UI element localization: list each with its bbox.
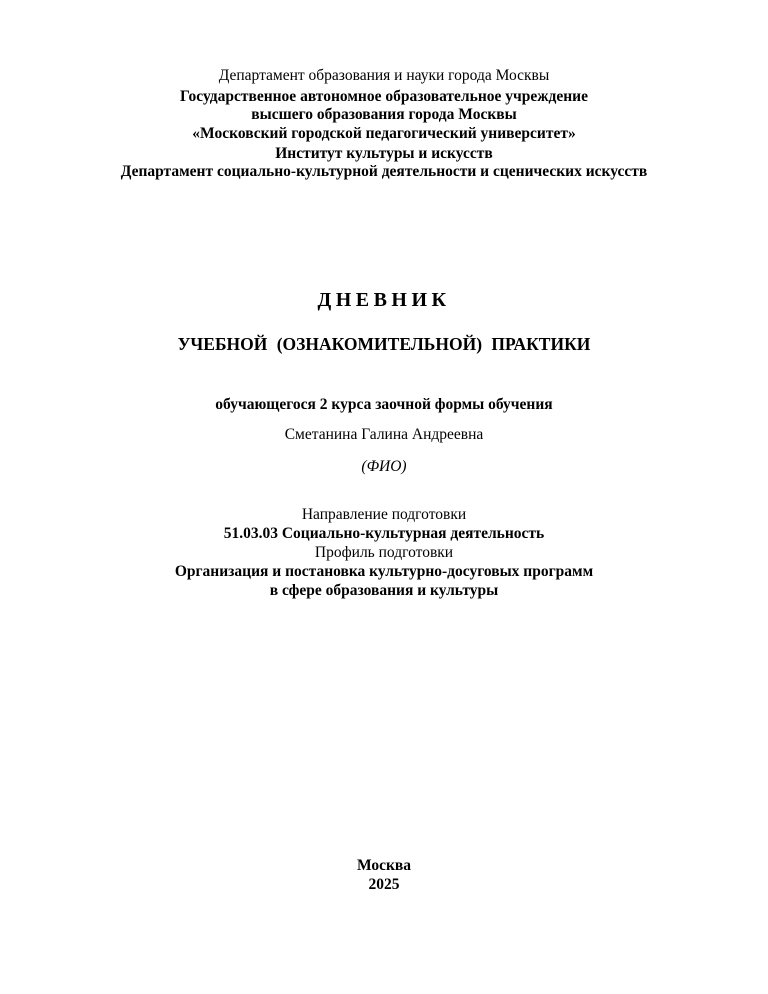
institution-type: Государственное автономное образовательное учреждение <box>180 88 588 105</box>
course-line: обучающегося 2 курса заочной формы обучения <box>215 396 553 413</box>
sub-department-name: Департамент социально-культурной деятельности и сценических искусств <box>120 163 648 180</box>
student-name: Сметанина Галина Андреевна <box>284 426 484 443</box>
profile-value-line1: Организация и постановка культурно-досуговых программ <box>174 563 594 580</box>
direction-label: Направление подготовки <box>301 506 467 523</box>
profile-value-line2: в сфере образования и культуры <box>269 582 499 599</box>
city: Москва <box>356 857 412 874</box>
institution-level: высшего образования города Москвы <box>251 106 517 123</box>
profile-label: Профиль подготовки <box>314 544 454 561</box>
document-subtitle: УЧЕБНОЙ (ОЗНАКОМИТЕЛЬНОЙ) ПРАКТИКИ <box>177 334 591 354</box>
document-title: ДНЕВНИК <box>317 289 451 311</box>
student-name-caption: (ФИО) <box>361 458 407 475</box>
direction-value: 51.03.03 Социально-культурная деятельность <box>223 525 545 542</box>
year: 2025 <box>368 876 400 893</box>
university-name: «Московский городской педагогический университет» <box>192 125 576 142</box>
department-name: Департамент образования и науки города Москвы <box>218 67 550 84</box>
institute-name: Институт культуры и искусств <box>275 145 493 162</box>
